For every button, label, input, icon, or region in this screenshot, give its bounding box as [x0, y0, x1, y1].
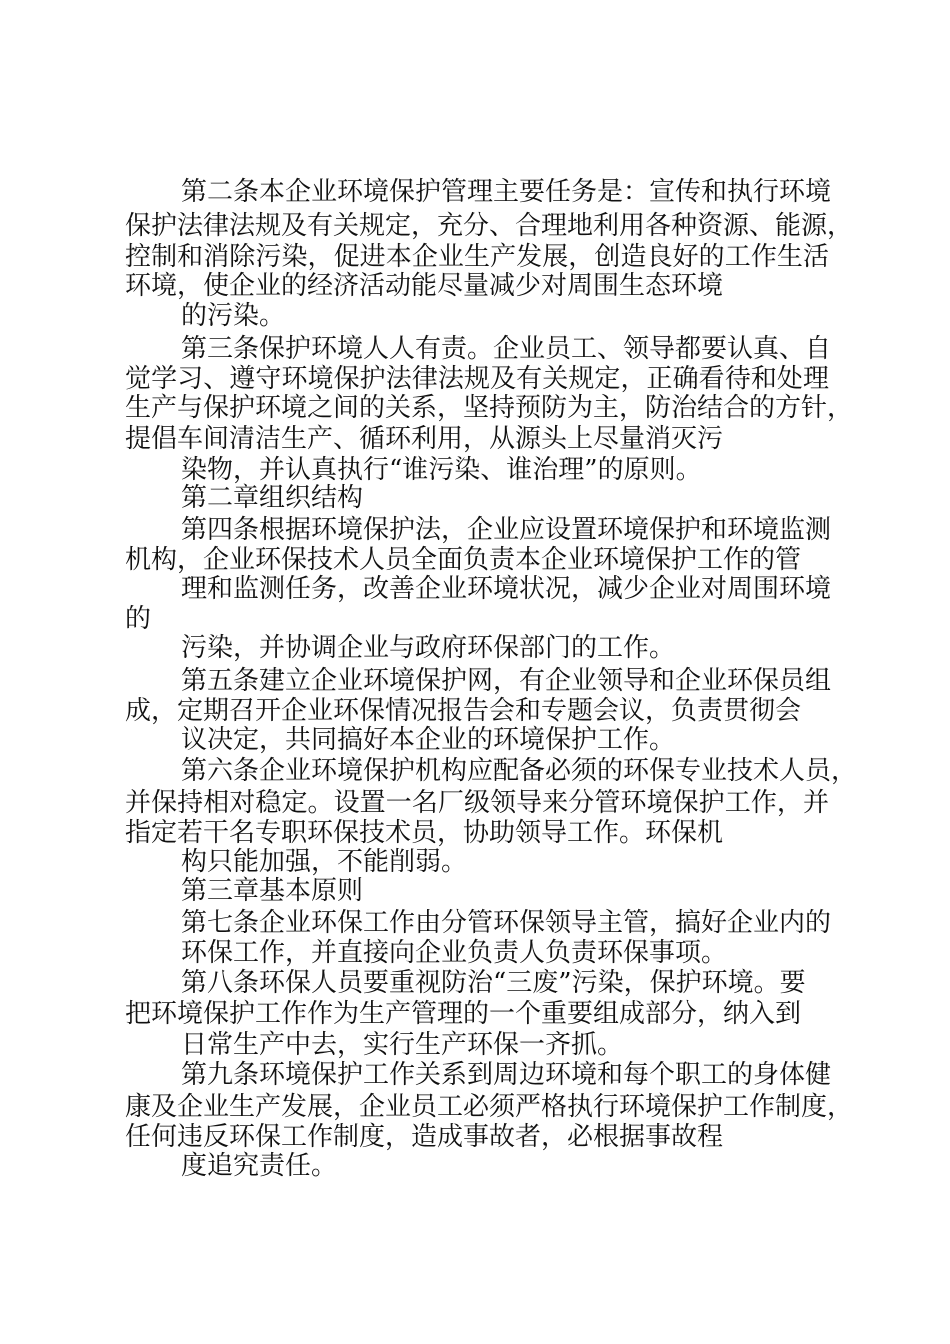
text-line: 环境，使企业的经济活动能尽量减少对周围生态环境 — [125, 271, 724, 301]
text-line: 生产与保护环境之间的关系，坚持预防为主，防治结合的方针， — [125, 393, 854, 423]
text-line: 度追究责任。 — [181, 1151, 338, 1181]
text-line: 保护法律法规及有关规定，充分、合理地利用各种资源、能源， — [125, 211, 854, 241]
text-line: 的污染。 — [181, 301, 286, 331]
text-line: 染物，并认真执行“谁污染、谁治理”的原则。 — [181, 455, 702, 485]
text-line: 任何违反环保工作制度，造成事故者，必根据事故程 — [125, 1122, 724, 1152]
text-line: 提倡车间清洁生产、循环利用，从源头上尽量消灭污 — [125, 424, 724, 454]
text-line: 成，定期召开企业环保情况报告会和专题会议，负责贯彻会 — [125, 696, 802, 726]
text-line: 的 — [125, 604, 152, 634]
chapter-heading: 第二章组织结构 — [181, 483, 364, 513]
text-line: 第五条建立企业环境保护网，有企业领导和企业环保员组 — [181, 666, 832, 696]
text-line: 议决定，共同搞好本企业的环境保护工作。 — [181, 725, 676, 755]
text-line: 第八条环保人员要重视防治“三废”污染，保护环境。要 — [181, 968, 806, 998]
text-line: 污染，并协调企业与政府环保部门的工作。 — [181, 633, 676, 663]
text-line: 觉学习、遵守环境保护法律法规及有关规定，正确看待和处理 — [125, 364, 829, 394]
text-line: 康及企业生产发展，企业员工必须严格执行环境保护工作制度， — [125, 1092, 854, 1122]
text-line: 第三条保护环境人人有责。企业员工、领导都要认真、自 — [181, 334, 832, 364]
text-line: 第六条企业环境保护机构应配备必须的环保专业技术人员， — [181, 756, 858, 786]
text-line: 第七条企业环保工作由分管环保领导主管，搞好企业内的 — [181, 908, 832, 938]
text-line: 第四条根据环境保护法，企业应设置环境保护和环境监测 — [181, 515, 832, 545]
text-line: 指定若干名专职环保技术员，协助领导工作。环保机 — [125, 818, 724, 848]
text-line: 控制和消除污染，促进本企业生产发展，创造良好的工作生活 — [125, 242, 829, 272]
text-line: 把环境保护工作作为生产管理的一个重要组成部分，纳入到 — [125, 999, 802, 1029]
text-line: 第二条本企业环境保护管理主要任务是：宣传和执行环境 — [181, 177, 832, 207]
text-line: 机构，企业环保技术人员全面负责本企业环境保护工作的管 — [125, 545, 802, 575]
text-line: 环保工作，并直接向企业负责人负责环保事项。 — [181, 938, 728, 968]
chapter-heading: 第三章基本原则 — [181, 876, 364, 906]
text-line: 并保持相对稳定。设置一名厂级领导来分管环境保护工作，并 — [125, 788, 829, 818]
text-line: 理和监测任务，改善企业环境状况，减少企业对周围环境 — [181, 574, 832, 604]
text-line: 日常生产中去，实行生产环保一齐抓。 — [181, 1030, 624, 1060]
text-line: 构只能加强，不能削弱。 — [181, 847, 468, 877]
text-line: 第九条环境保护工作关系到周边环境和每个职工的身体健 — [181, 1060, 832, 1090]
